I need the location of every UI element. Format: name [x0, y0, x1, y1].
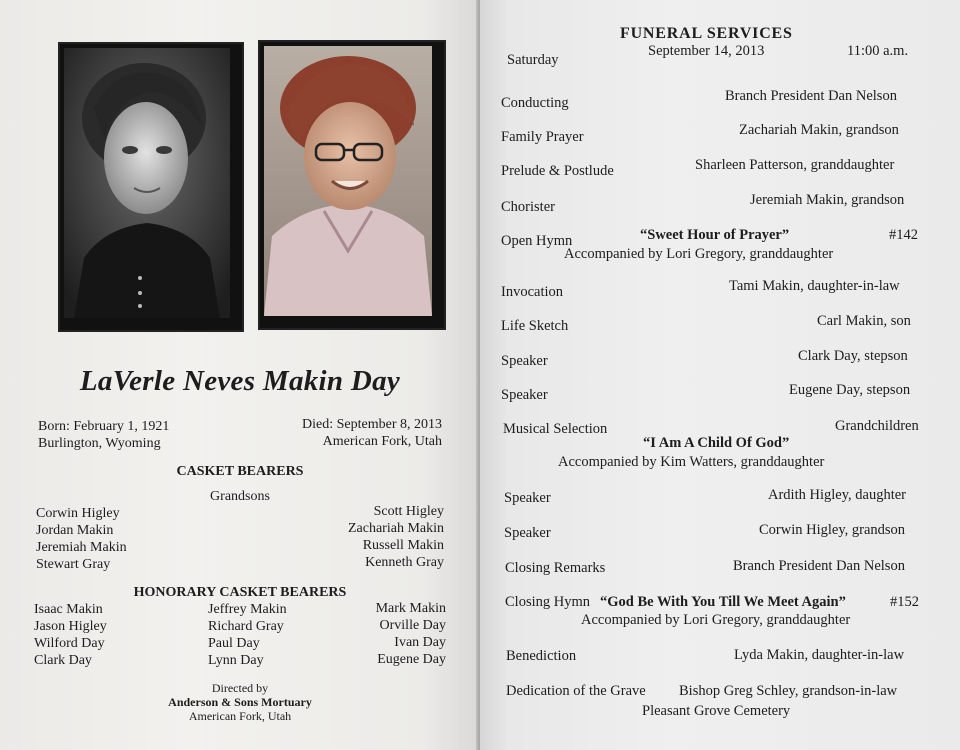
casket-bearers-left-list	[36, 505, 127, 573]
born-place: Burlington, Wyoming	[38, 436, 161, 451]
honorary-col3	[376, 600, 446, 668]
list-item: Eugene Day	[377, 652, 446, 667]
dedication-value: Bishop Greg Schley, grandson-in-law	[679, 683, 898, 699]
life-sketch-value: Carl Makin, son	[817, 313, 911, 329]
open-hymn-title: “Sweet Hour of Prayer”	[640, 227, 790, 243]
list-item: Isaac Makin	[34, 602, 103, 617]
list-item: Ivan Day	[394, 635, 446, 650]
honorary-col2	[208, 601, 287, 669]
died-date: Died: September 8, 2013	[302, 417, 442, 432]
closing-remarks-value: Branch President Dan Nelson	[733, 558, 905, 574]
speaker2-label: Speaker	[501, 387, 548, 403]
mortuary-name: Anderson & Sons Mortuary	[168, 695, 312, 709]
service-day: Saturday	[507, 52, 559, 68]
life-sketch-label: Life Sketch	[501, 318, 569, 334]
list-item: Russell Makin	[362, 538, 444, 553]
closing-hymn-title: “God Be With You Till We Meet Again”	[600, 594, 846, 610]
list-item: Orville Day	[379, 618, 446, 633]
speaker2-value: Eugene Day, stepson	[789, 382, 911, 398]
list-item: Scott Higley	[373, 504, 444, 519]
list-item: Paul Day	[208, 636, 260, 651]
musical-song-title: “I Am A Child Of God”	[643, 435, 790, 451]
list-item: Jeffrey Makin	[208, 602, 287, 617]
closing-remarks-label: Closing Remarks	[505, 560, 606, 576]
list-item: Clark Day	[34, 653, 92, 668]
invocation-label: Invocation	[501, 284, 564, 300]
family-prayer-value: Zachariah Makin, grandson	[739, 122, 899, 138]
chorister-label: Chorister	[501, 199, 555, 215]
musical-accompanied: Accompanied by Kim Watters, granddaughter	[558, 454, 825, 470]
honorary-col1	[34, 601, 107, 669]
musical-value: Grandchildren	[835, 418, 919, 434]
directed-by-label: Directed by	[211, 681, 269, 695]
born-date: Born: February 1, 1921	[38, 419, 170, 434]
casket-bearers-subheading: Grandsons	[210, 489, 270, 504]
list-item: Mark Makin	[375, 601, 446, 616]
open-hymn-accompanied: Accompanied by Lori Gregory, granddaughter	[564, 246, 834, 262]
speaker3-value: Ardith Higley, daughter	[768, 487, 906, 503]
invocation-value: Tami Makin, daughter-in-law	[729, 278, 900, 294]
speaker4-label: Speaker	[504, 525, 551, 541]
died-place: American Fork, Utah	[322, 434, 442, 449]
closing-hymn-number: #152	[890, 594, 919, 610]
family-prayer-label: Family Prayer	[501, 129, 584, 145]
honorary-heading: HONORARY CASKET BEARERS	[133, 585, 347, 600]
list-item: Corwin Higley	[36, 506, 120, 521]
conducting-value: Branch President Dan Nelson	[725, 88, 897, 104]
portrait-young-photo	[58, 42, 244, 332]
list-item: Jason Higley	[34, 619, 107, 634]
list-item: Jeremiah Makin	[36, 540, 127, 555]
open-hymn-label: Open Hymn	[501, 233, 573, 249]
conducting-label: Conducting	[501, 95, 569, 111]
list-item: Stewart Gray	[36, 557, 111, 572]
portrait-young-image	[64, 48, 230, 318]
deceased-name: LaVerle Neves Makin Day	[79, 365, 401, 397]
speaker4-value: Corwin Higley, grandson	[759, 522, 906, 538]
closing-hymn-accompanied: Accompanied by Lori Gregory, granddaughter	[581, 612, 851, 628]
list-item: Lynn Day	[208, 653, 264, 668]
list-item: Jordan Makin	[36, 523, 114, 538]
closing-hymn-label: Closing Hymn	[505, 594, 590, 610]
list-item: Kenneth Gray	[365, 555, 444, 570]
casket-bearers-heading: CASKET BEARERS	[176, 464, 304, 479]
portrait-elder-photo	[258, 40, 446, 330]
chorister-value: Jeremiah Makin, grandson	[750, 192, 905, 208]
musical-label: Musical Selection	[503, 421, 608, 437]
speaker1-value: Clark Day, stepson	[798, 348, 908, 364]
speaker3-label: Speaker	[504, 490, 551, 506]
prelude-value: Sharleen Patterson, granddaughter	[695, 157, 895, 173]
list-item: Wilford Day	[34, 636, 105, 651]
service-time: 11:00 a.m.	[847, 43, 909, 59]
prelude-label: Prelude & Postlude	[501, 163, 614, 179]
mortuary-place: American Fork, Utah	[188, 709, 292, 723]
casket-bearers-right-list	[348, 503, 444, 571]
speaker1-label: Speaker	[501, 353, 548, 369]
portrait-elder-image	[264, 46, 432, 316]
list-item: Richard Gray	[208, 619, 284, 634]
dedication-place: Pleasant Grove Cemetery	[642, 703, 791, 719]
list-item: Zachariah Makin	[347, 521, 444, 536]
dedication-label: Dedication of the Grave	[506, 683, 646, 699]
open-hymn-number: #142	[889, 227, 918, 243]
right-page	[480, 0, 960, 750]
services-title: FUNERAL SERVICES	[620, 25, 793, 42]
benediction-value: Lyda Makin, daughter-in-law	[734, 647, 905, 663]
benediction-label: Benediction	[506, 648, 577, 664]
service-date: September 14, 2013	[648, 43, 765, 59]
